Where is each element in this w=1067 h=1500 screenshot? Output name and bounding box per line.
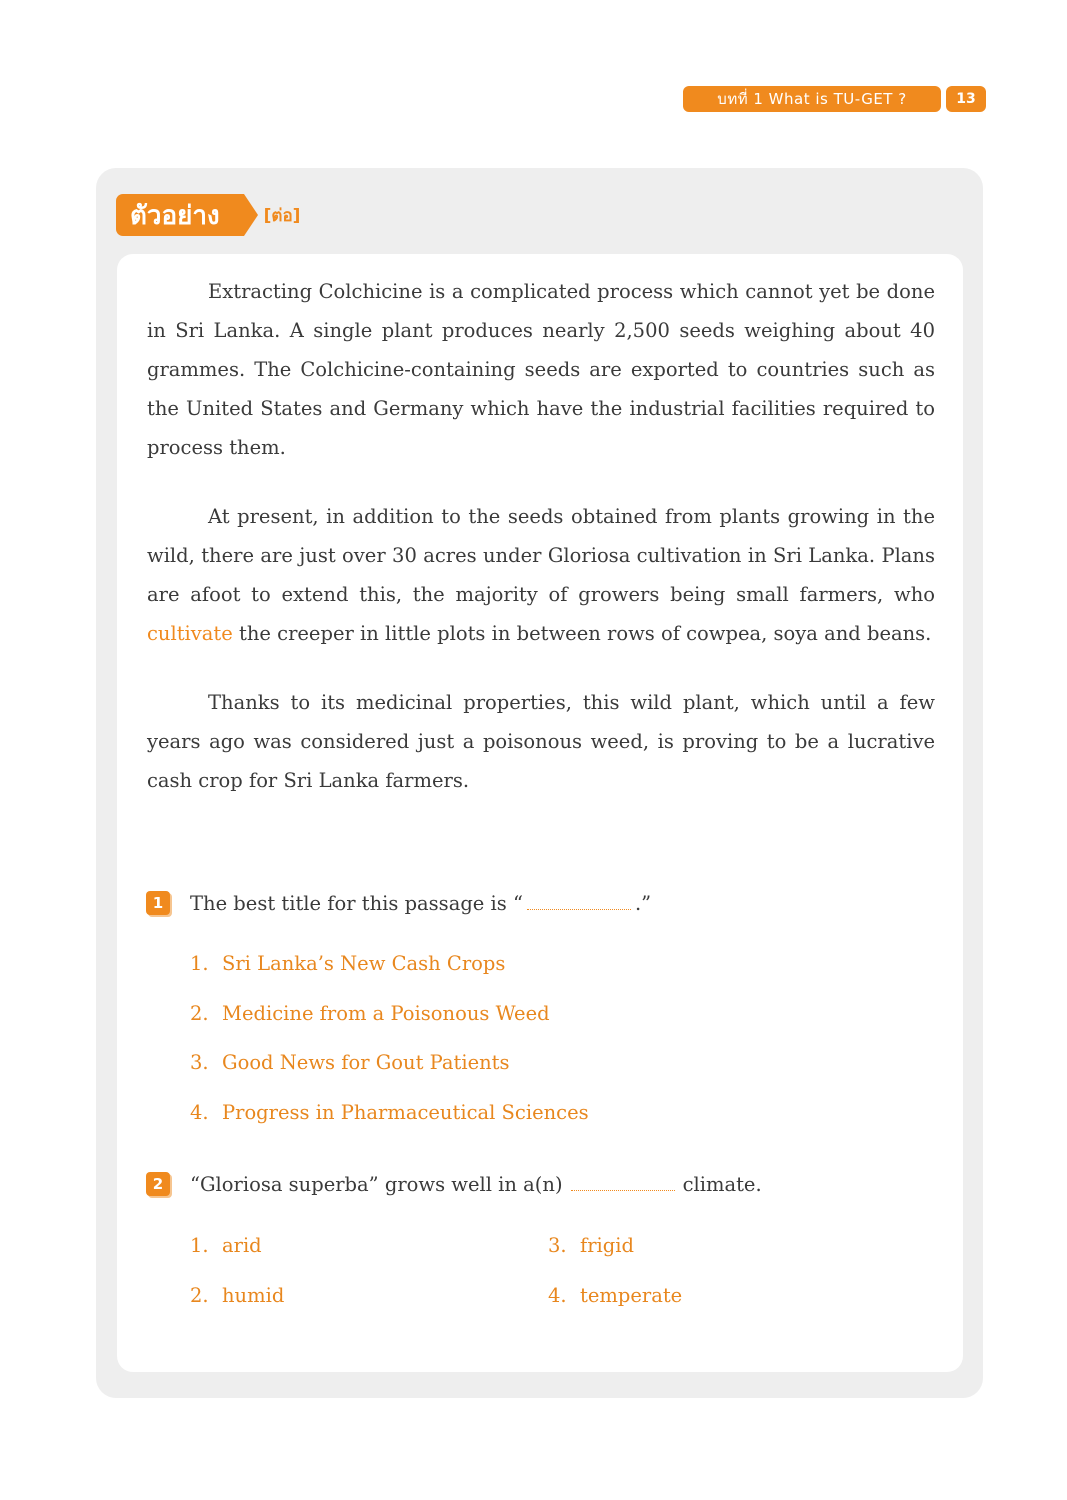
- option-number: 3.: [548, 1234, 567, 1257]
- question-1-text-start: The best title for this passage is “: [190, 892, 523, 915]
- option-1-4[interactable]: [190, 1100, 589, 1126]
- option-number: 1.: [190, 1234, 209, 1257]
- answer-blank: [527, 891, 631, 910]
- option-1-2[interactable]: [190, 1001, 550, 1027]
- paragraph-1: Extracting Colchicine is a complicated process which cannot yet be done in Sri Lanka. A single plant produces nearly 2,500 seeds weighing about 40 grammes. The Colchicine-containing seeds are exported to countries such as the United States and Germany which have the industrial facilities required to process them.: [147, 280, 935, 459]
- page-number: 13: [946, 86, 986, 112]
- question-1-text-end: .”: [634, 892, 652, 915]
- option-2-4[interactable]: [548, 1283, 682, 1309]
- section-label-text: ตัวอย่าง: [116, 194, 244, 236]
- option-number: 2.: [190, 1002, 209, 1025]
- label-arrow-shape: [244, 194, 258, 236]
- option-2-1[interactable]: [190, 1233, 262, 1259]
- paragraph-3: Thanks to its medicinal properties, this wild plant, which until a few years ago was considered just a poisonous weed, is proving to be a lucrative cash crop for Sri Lanka farmers.: [147, 691, 935, 792]
- option-number: 4.: [190, 1101, 209, 1124]
- option-text: humid: [222, 1284, 285, 1307]
- running-header: [683, 86, 986, 112]
- option-number: 2.: [190, 1284, 209, 1307]
- question-2-text-end: climate.: [682, 1173, 762, 1196]
- paragraph-2: [147, 497, 935, 653]
- option-text: frigid: [580, 1234, 634, 1257]
- option-number: 1.: [190, 952, 209, 975]
- option-text: arid: [222, 1234, 262, 1257]
- option-text: Medicine from a Poisonous Weed: [222, 1002, 550, 1025]
- paragraph-2-start: At present, in addition to the seeds obtained from plants growing in the wild, there are just over 30 acres under Gloriosa cultivation in Sri Lanka. Plans are afoot to extend this, the majority of growers being small farmers, who: [147, 505, 935, 606]
- chapter-title: บทที่ 1 What is TU-GET ?: [683, 86, 941, 112]
- option-text: Sri Lanka’s New Cash Crops: [222, 952, 506, 975]
- question-1: [146, 891, 946, 915]
- paragraph-2-end: the creeper in little plots in between rows of cowpea, soya and beans.: [232, 622, 932, 645]
- option-2-3[interactable]: [548, 1233, 634, 1259]
- option-text: temperate: [580, 1284, 683, 1307]
- option-1-1[interactable]: [190, 951, 505, 977]
- option-text: Good News for Gout Patients: [222, 1051, 510, 1074]
- question-2: [146, 1172, 946, 1196]
- continued-tag: [ต่อ]: [263, 205, 301, 226]
- option-1-3[interactable]: [190, 1050, 510, 1076]
- option-number: 4.: [548, 1284, 567, 1307]
- answer-blank: [571, 1172, 675, 1191]
- reading-passage: [147, 272, 935, 830]
- option-number: 3.: [190, 1051, 209, 1074]
- question-1-text: [190, 891, 651, 915]
- option-2-2[interactable]: [190, 1283, 284, 1309]
- highlighted-word: cultivate: [147, 622, 233, 645]
- option-text: Progress in Pharmaceutical Sciences: [222, 1101, 589, 1124]
- question-number-badge: 2: [146, 1172, 170, 1196]
- question-2-text: [190, 1172, 762, 1196]
- section-label: [116, 194, 300, 236]
- question-2-text-start: “Gloriosa superba” grows well in a(n): [190, 1173, 563, 1196]
- question-number-badge: 1: [146, 891, 170, 915]
